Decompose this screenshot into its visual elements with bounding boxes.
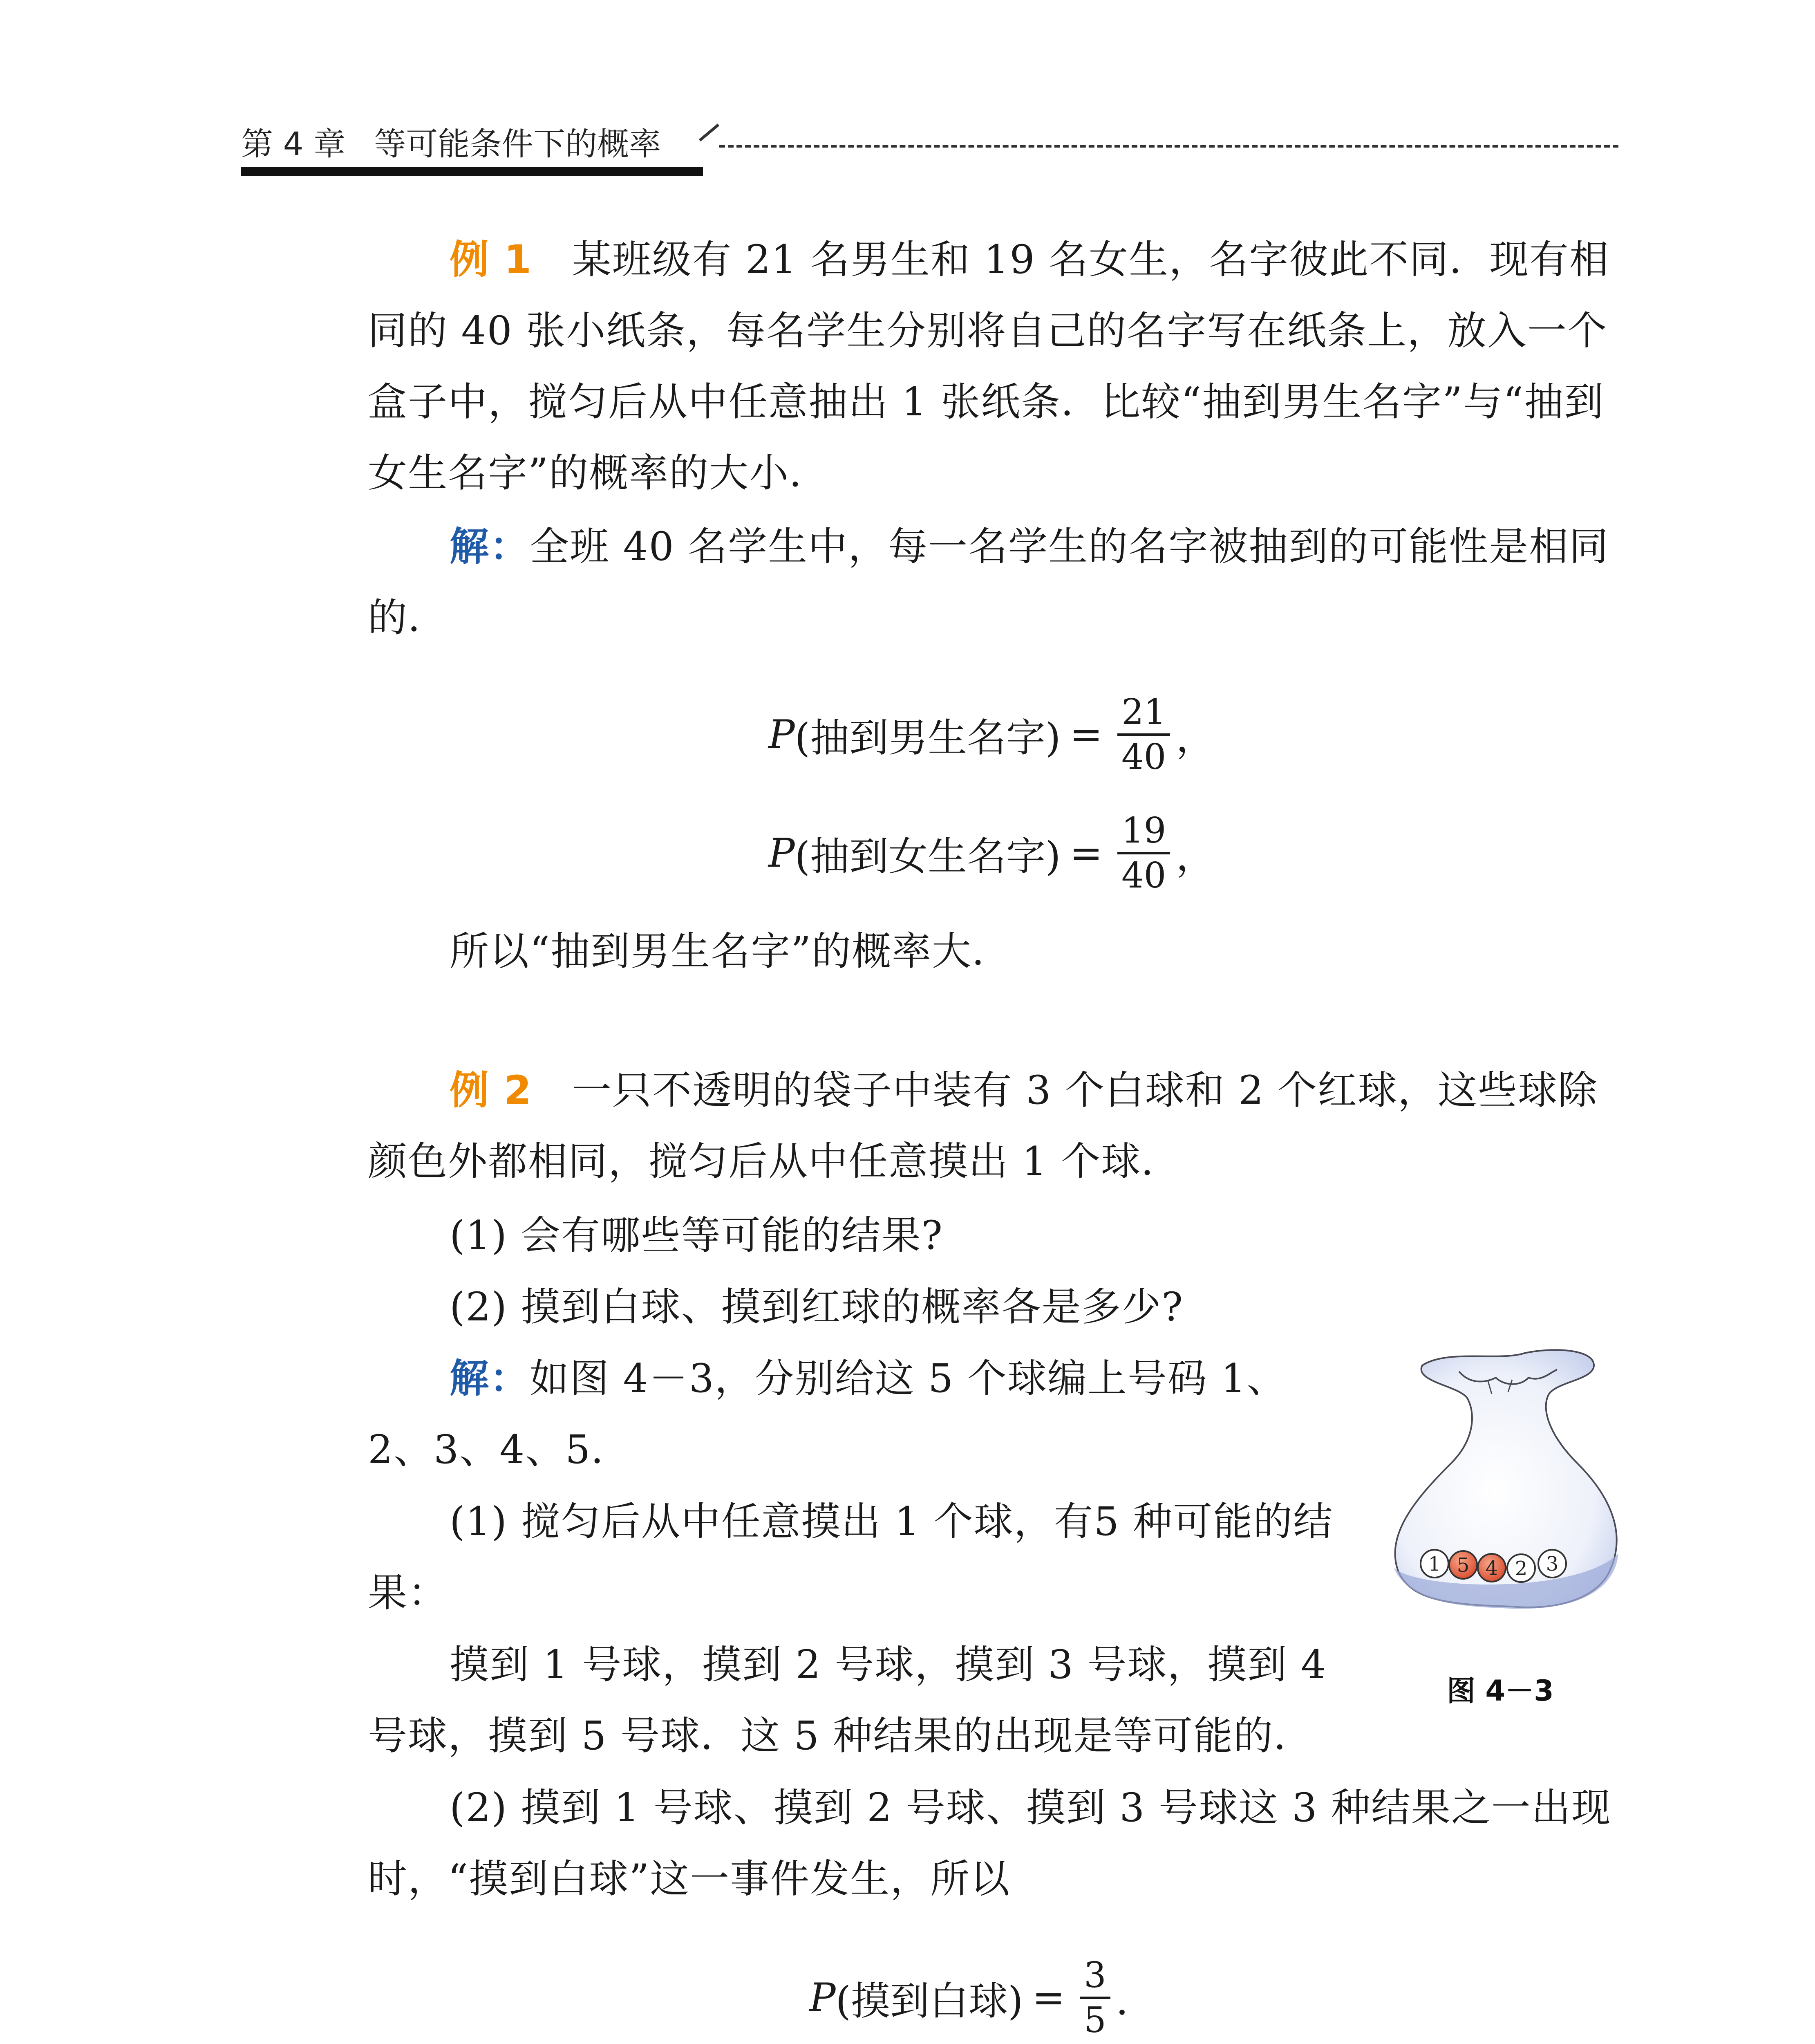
example2-question-1 [368,1200,1618,1271]
formula-eq: = [1070,830,1103,876]
example1-solution-text: 全班 40 名学生中，每一名学生的名字被抽到的可能性是相同的． [368,524,1609,641]
formula-event: (抽到女生名字) [794,833,1061,879]
example1-solution [368,511,1618,653]
figure-caption: 图 4－3 [1447,1674,1554,1708]
q2-text: (2) 摸到白球、摸到红球的概率各是多少? [450,1284,1184,1330]
a1-text: (1) 搅匀后从中任意摸出 1 个球，有5 种可能的结果： [368,1499,1334,1616]
formula-tail: ， [1176,833,1215,879]
ball-5-number: 5 [1457,1554,1470,1577]
fraction-numerator: 21 [1121,692,1166,733]
formula-white-probability [809,1954,1155,2042]
example2-label: 例 2 [450,1067,533,1113]
chapter-header [241,119,661,164]
a2-text: (2) 摸到 1 号球、摸到 2 号球、摸到 3 号球这 3 种结果之一出现时，“摸到白球”这一事件发生，所以 [368,1785,1611,1902]
q1-text: (1) 会有哪些等可能的结果? [450,1213,943,1258]
fraction-denominator: 40 [1117,733,1170,778]
example1-conclusion-text: 所以“抽到男生名字”的概率大． [450,928,1012,974]
formula-tail: ， [1176,715,1215,761]
header-dashed-rule [719,145,1618,148]
ball-4 [1478,1554,1506,1582]
fraction-numerator: 19 [1121,810,1166,851]
ball-2-number: 2 [1515,1557,1528,1580]
formula-girl-probability [768,809,1215,897]
formula-p: P [768,712,795,758]
example2-solution-label: 解： [450,1356,530,1401]
header-underline [241,167,703,176]
example2-solution-text: 如图 4－3，分别给这 5 个球编上号码 1、2、3、4、5． [368,1356,1287,1472]
ball-5 [1449,1551,1477,1579]
fraction [1117,809,1170,897]
formula-eq: = [1070,712,1103,758]
ball-3-number: 3 [1546,1553,1559,1576]
ball-4-number: 4 [1485,1557,1498,1580]
formula-eq: = [1032,1975,1065,2021]
example1-solution-label: 解： [450,524,530,569]
fraction [1117,691,1170,778]
formula-event: (摸到白球) [835,1978,1023,2024]
fraction [1080,1954,1110,2042]
example2-paragraph [368,1055,1618,1197]
example1-conclusion [368,916,1618,987]
example2-answer-1-list [368,1629,1341,1771]
formula-tail: ． [1116,1978,1155,2024]
ball-2 [1507,1554,1535,1582]
example2-text: 一只不透明的袋子中装有 3 个白球和 2 个红球，这些球除颜色外都相同，搅匀后从中任意摸出 1 个球． [368,1067,1598,1184]
fraction-denominator: 40 [1117,852,1170,897]
example1-paragraph [368,224,1618,509]
chapter-number: 第 4 章 [241,126,346,163]
example2-answer-1 [368,1486,1341,1628]
formula-p: P [809,1975,836,2021]
a1-list-text: 摸到 1 号球，摸到 2 号球，摸到 3 号球，摸到 4 号球，摸到 5 号球．这 5 种结果的出现是等可能的． [368,1642,1327,1759]
example2-question-2 [368,1271,1618,1342]
ball-3 [1538,1550,1566,1578]
ball-1 [1421,1550,1448,1578]
chapter-title: 等可能条件下的概率 [374,126,661,163]
bag-figure [1365,1341,1667,1635]
example1-text: 某班级有 21 名男生和 19 名女生，名字彼此不同．现有相同的 40 张小纸条，每名学生分别将自己的名字写在纸条上，放入一个盒子中，搅匀后从中任意抽出 1 张纸条．比较“抽到男生名字”与“抽到女生名字”的概率的大小． [368,237,1610,496]
formula-boy-probability [768,691,1215,778]
ball-1-number: 1 [1428,1553,1441,1576]
example2-answer-2 [368,1772,1618,1914]
fraction-denominator: 5 [1080,1997,1110,2042]
formula-event: (抽到男生名字) [794,715,1061,761]
formula-p: P [768,830,795,876]
example2-solution [368,1343,1341,1485]
header-slash [699,123,719,141]
fraction-numerator: 3 [1083,1955,1106,1996]
example1-label: 例 1 [450,237,533,282]
